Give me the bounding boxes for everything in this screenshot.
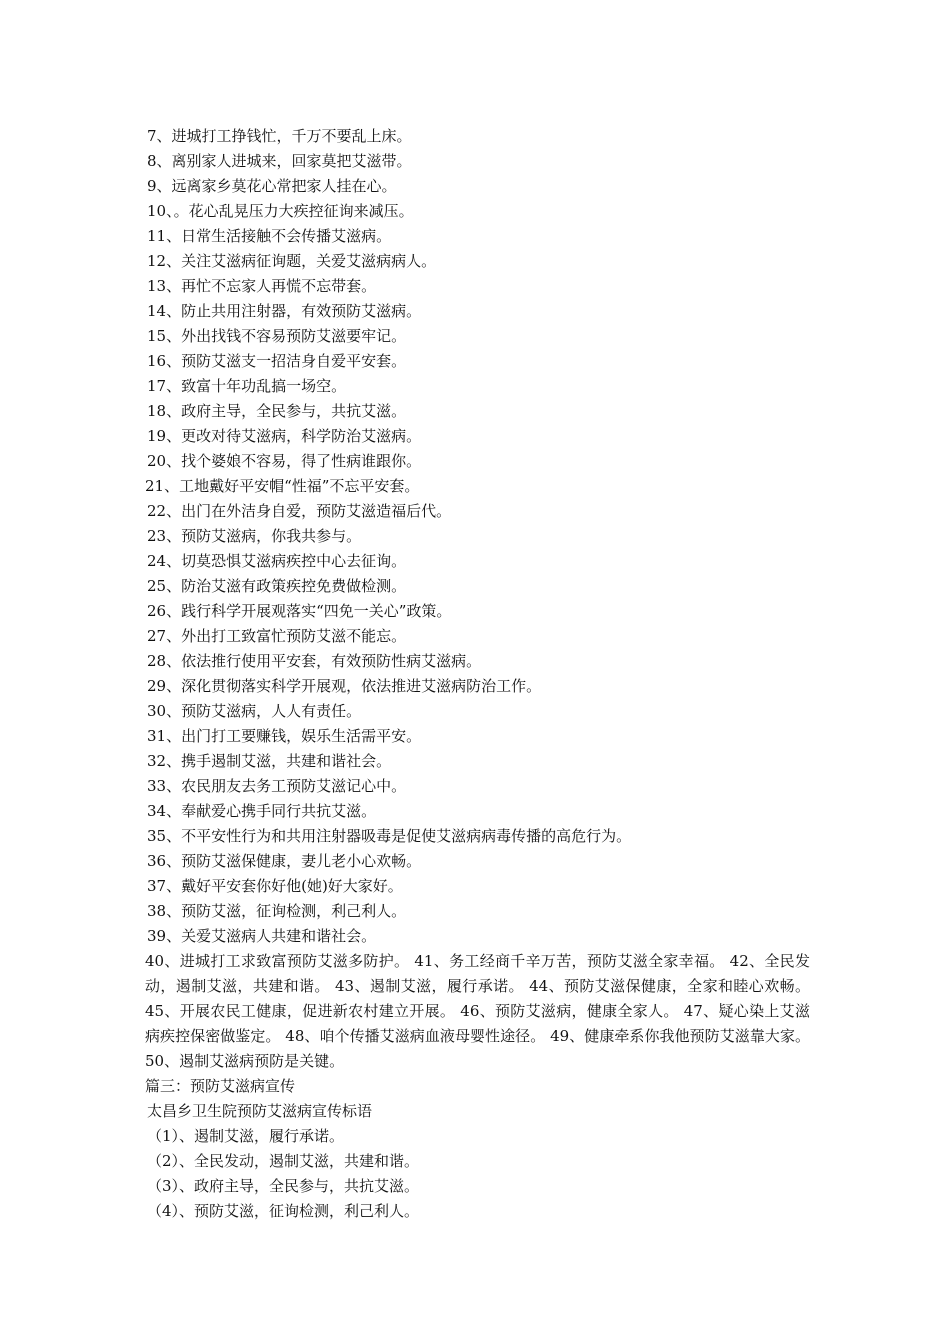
slogan-line: 7、进城打工挣钱忙，千万不要乱上床。 bbox=[147, 127, 412, 145]
slogan-line: 31、出门打工要赚钱，娱乐生活需平安。 bbox=[147, 727, 422, 745]
slogan-line: 30、预防艾滋病，人人有责任。 bbox=[147, 702, 362, 720]
slogan-line: 25、防治艾滋有政策疾控免费做检测。 bbox=[147, 577, 407, 595]
slogan-line: 16、预防艾滋支一招洁身自爱平安套。 bbox=[147, 352, 407, 370]
slogan-line: 37、戴好平安套你好他(她)好大家好。 bbox=[147, 877, 403, 895]
slogan-line: 11、日常生活接触不会传播艾滋病。 bbox=[147, 227, 392, 245]
slogan-line: （1）、遏制艾滋，履行承诺。 bbox=[147, 1127, 345, 1145]
slogan-line: 17、致富十年功乱搞一场空。 bbox=[147, 377, 347, 395]
slogan-line: 8、离别家人进城来，回家莫把艾滋带。 bbox=[147, 152, 412, 170]
slogan-line: 35、不平安性行为和共用注射器吸毒是促使艾滋病病毒传播的高危行为。 bbox=[147, 827, 632, 845]
slogan-line: 13、再忙不忘家人再慌不忘带套。 bbox=[147, 277, 377, 295]
slogan-paragraph: 40、进城打工求致富预防艾滋多防护。 41、务工经商千辛万苦，预防艾滋全家幸福。 42、全民发动，遏制艾滋，共建和谐。 43、遏制艾滋，履行承诺。 44、预防艾滋保健康，全家和睦心欢畅。 45、开展农民工健康，促进新农村建立开展。 46、预防艾滋病，健康全家人。 47、疑心染上艾滋病疾控保密做鉴定。 48、咱个传播艾滋病血液母婴性途径。 49、健康牵系你我他预防艾滋靠大家。 50、遏制艾滋病预防是关键。 bbox=[145, 952, 810, 1070]
slogan-line: 23、预防艾滋病，你我共参与。 bbox=[147, 527, 362, 545]
slogan-line: 29、深化贯彻落实科学开展观，依法推进艾滋病防治工作。 bbox=[147, 677, 542, 695]
slogan-line: （3）、政府主导，全民参与，共抗艾滋。 bbox=[147, 1177, 420, 1195]
slogan-line: 12、关注艾滋病征询题，关爱艾滋病病人。 bbox=[147, 252, 437, 270]
slogan-line: 38、预防艾滋，征询检测，利己利人。 bbox=[147, 902, 407, 920]
slogan-line: 33、农民朋友去务工预防艾滋记心中。 bbox=[147, 777, 407, 795]
slogan-line: 28、依法推行使用平安套，有效预防性病艾滋病。 bbox=[147, 652, 482, 670]
slogan-line: 32、携手遏制艾滋，共建和谐社会。 bbox=[147, 752, 392, 770]
slogan-line: 9、远离家乡莫花心常把家人挂在心。 bbox=[147, 177, 397, 195]
slogan-line: 10、。花心乱晃压力大疾控征询来减压。 bbox=[147, 202, 414, 220]
slogan-line: 26、践行科学开展观落实“四免一关心”政策。 bbox=[147, 602, 452, 620]
slogan-line: 24、切莫恐惧艾滋病疾控中心去征询。 bbox=[147, 552, 407, 570]
slogan-line: 22、出门在外洁身自爱，预防艾滋造福后代。 bbox=[147, 502, 452, 520]
slogan-line: 34、奉献爱心携手同行共抗艾滋。 bbox=[147, 802, 377, 820]
slogan-line: 39、关爱艾滋病人共建和谐社会。 bbox=[147, 927, 377, 945]
slogan-line: 15、外出找钱不容易预防艾滋要牢记。 bbox=[147, 327, 407, 345]
slogan-line: 36、预防艾滋保健康，妻儿老小心欢畅。 bbox=[147, 852, 422, 870]
slogan-line: （4）、预防艾滋，征询检测，利己利人。 bbox=[147, 1202, 420, 1220]
slogan-list-part1 bbox=[145, 124, 815, 949]
slogan-line: 21、工地戴好平安帽“性福”不忘平安套。 bbox=[145, 477, 420, 495]
section-three bbox=[145, 1074, 815, 1224]
section-subtitle: 太昌乡卫生院预防艾滋病宣传标语 bbox=[147, 1102, 373, 1120]
slogan-line: （2）、全民发动，遏制艾滋，共建和谐。 bbox=[147, 1152, 420, 1170]
section-heading: 篇三：预防艾滋病宣传 bbox=[145, 1077, 296, 1095]
slogan-line: 14、防止共用注射器，有效预防艾滋病。 bbox=[147, 302, 422, 320]
slogan-line: 20、找个婆娘不容易，得了性病谁跟你。 bbox=[147, 452, 422, 470]
slogan-line: 27、外出打工致富忙预防艾滋不能忘。 bbox=[147, 627, 407, 645]
slogan-line: 19、更改对待艾滋病，科学防治艾滋病。 bbox=[147, 427, 422, 445]
slogan-line: 18、政府主导，全民参与，共抗艾滋。 bbox=[147, 402, 407, 420]
